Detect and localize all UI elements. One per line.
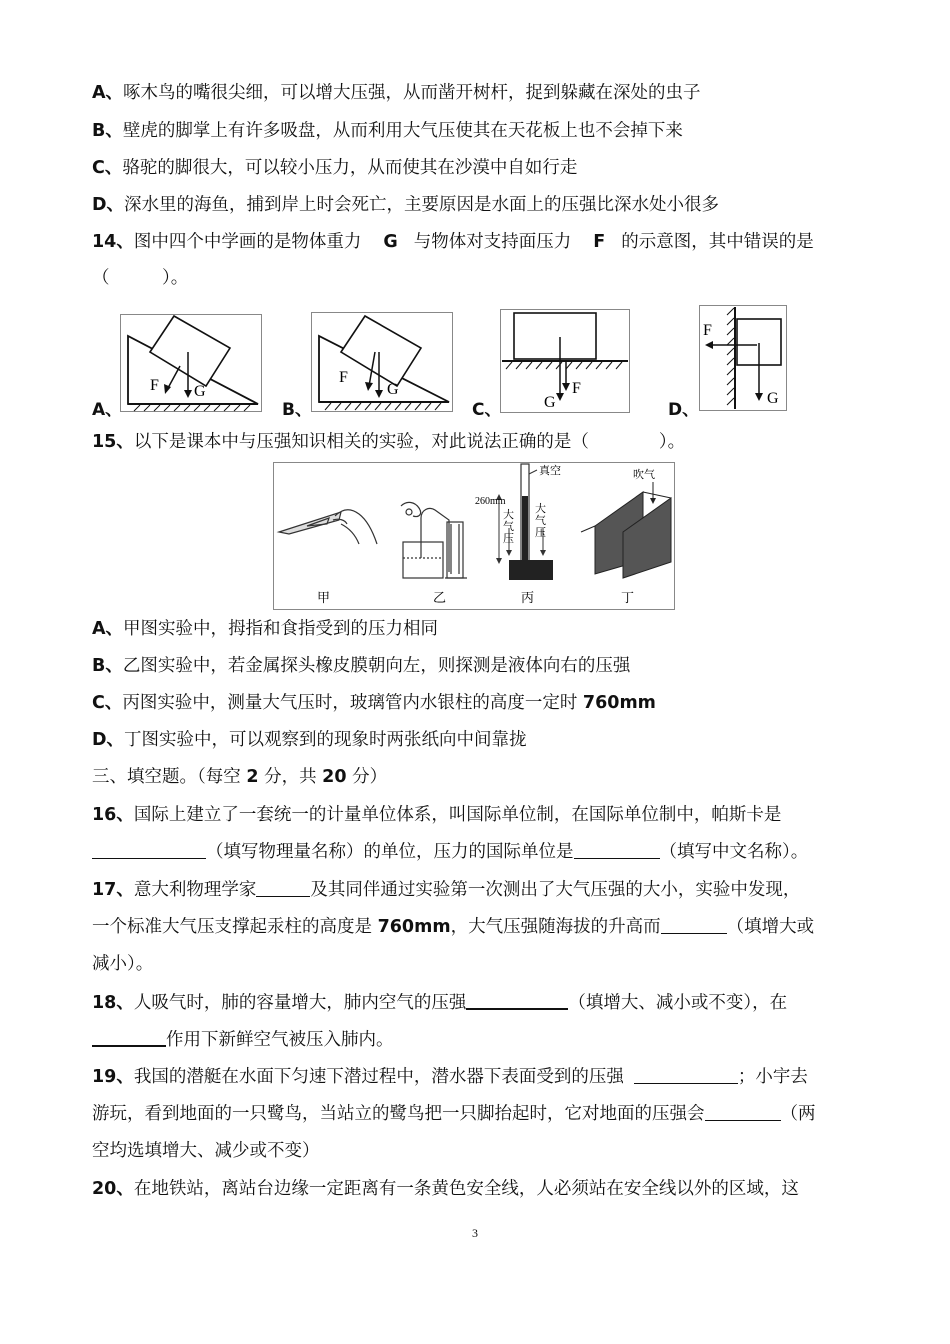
caption-bing: 丙 [521,590,535,605]
option-text: 壁虎的脚掌上有许多吸盘，从而利用大气压使其在天花板上也不会掉下来 [122,121,683,141]
option-label: D、 [92,195,125,215]
stem-text: （填增大、减小或不变），在 [568,993,788,1013]
q17-line2 [92,915,814,939]
stem-text: ；小宇去 [737,1067,808,1087]
q20-line1 [92,1177,799,1201]
force-label-f: F [703,322,712,339]
stem-text: （填写物理量名称）的单位，压力的国际单位是 [206,842,574,862]
answer-blank[interactable] [634,1065,738,1084]
q13-option-b [92,119,683,143]
stem-text: 游玩，看到地面的一只鹭鸟，当站立的鹭鸟把一只脚抬起时，它对地面的压强会 [92,1104,705,1124]
stem-text: （填增大或 [726,917,815,937]
q14-stem-line2: （ ）。 [92,268,189,288]
option-text: 甲图实验中，拇指和食指受到的压力相同 [123,619,439,639]
total-value: 20 [322,767,347,787]
option-label: A、 [92,83,124,103]
answer-blank[interactable] [92,840,206,859]
figure-label-a: A、 [92,400,123,420]
experiment-yi-gauge [401,502,467,578]
q13-option-c [92,156,577,180]
q19-line2 [92,1102,816,1126]
force-label-f: F [572,380,581,397]
question-number: 20、 [92,1179,134,1199]
q15-experiments-figure [273,462,675,610]
figure-c-flat [500,309,630,413]
stem-text: 及其同伴通过实验第一次测出了大气压强的大小，实验中发现， [310,880,801,900]
label-blow: 吹气 [633,469,655,481]
stem-text: （两 [780,1104,816,1124]
q15-option-c [92,691,656,715]
q19-line1 [92,1065,808,1089]
q16-line1 [92,803,781,827]
q13-option-d [92,193,719,217]
figure-d-wall [699,305,787,411]
question-number: 14、 [92,232,134,252]
caption-jia: 甲 [317,590,331,605]
question-number: 17、 [92,880,134,900]
symbol-g: G [383,232,398,252]
bold-value: 760mm [377,917,451,937]
label-atm-r3: 压 [535,527,546,539]
answer-blank[interactable] [466,990,568,1010]
label-atm-l1: 大 [503,509,514,521]
stem-text: 我国的潜艇在水面下匀速下潜过程中，潜水器下表面受到的压强 [133,1067,624,1087]
q18-line1 [92,990,787,1015]
answer-blank[interactable] [661,915,727,934]
label-vacuum: 真空 [539,465,561,477]
stem-text: 作用下新鲜空气被压入肺内。 [166,1030,394,1050]
caption-ding: 丁 [621,590,635,605]
figure-a-incline [120,314,262,412]
q16-line2 [92,840,808,864]
option-text: 深水里的海鱼，捕到岸上时会死亡，主要原因是水面上的压强比深水处小很多 [124,195,720,215]
force-label-f: F [339,369,348,386]
section-title: 三、填空题。（每空 [92,767,241,787]
stem-text: 意大利物理学家 [133,880,257,900]
q15-option-d [92,728,527,752]
answer-blank[interactable] [705,1102,781,1121]
points-value: 2 [246,767,259,787]
section-title: 分，共 [264,767,317,787]
stem-text: 国际上建立了一套统一的计量单位体系，叫国际单位制，在国际单位制中，帕斯卡是 [133,805,782,825]
force-label-g: G [194,383,206,400]
stem-text: 图中四个中学画的是物体重力 [133,232,362,252]
force-label-f: F [150,377,159,394]
section-3-heading [92,765,387,789]
q17-line3: 减小）。 [92,954,154,974]
q15-option-a [92,617,438,641]
option-label: C、 [92,693,123,713]
stem-text: （填写中文名称）。 [659,842,809,862]
label-atm-r1: 大 [535,503,546,515]
figure-label-d: D、 [668,400,700,420]
answer-blank[interactable] [92,1027,166,1047]
symbol-f: F [593,232,606,252]
q14-stem-line1 [92,230,814,254]
option-text: 丁图实验中，可以观察到的现象时两张纸向中间靠拢 [124,730,527,750]
q19-line3: 空均选填增大、减少或不变） [92,1141,320,1161]
q15-stem [92,430,685,454]
question-number: 15、 [92,432,134,452]
stem-text: 一个标准大气压支撑起汞柱的高度是 [92,917,372,937]
stem-text: 的示意图，其中错误的是 [621,232,814,252]
q17-line1 [92,878,800,902]
stem-text: 与物体对支持面压力 [413,232,572,252]
label-atm-r2: 气 [535,515,546,527]
answer-blank[interactable] [574,840,660,859]
caption-yi: 乙 [433,590,447,605]
figure-label-b: B、 [282,400,312,420]
label-atm-l2: 气 [503,521,514,533]
question-number: 16、 [92,805,134,825]
option-text: 乙图实验中，若金属探头橡皮膜朝向左，则探测是液体向右的压强 [122,656,631,676]
label-260mm: 260mm [475,496,506,507]
option-text: 骆驼的脚很大，可以较小压力，从而使其在沙漠中自如行走 [122,158,578,178]
option-text: 丙图实验中，测量大气压时，玻璃管内水银柱的高度一定时 [122,693,578,713]
experiment-ding-papers [581,482,671,578]
option-text: 啄木鸟的嘴很尖细，可以增大压强，从而凿开树杆，捉到躲藏在深处的虫子 [123,83,701,103]
question-number: 19、 [92,1067,134,1087]
stem-text: ，大气压强随海拔的升高而 [450,917,661,937]
option-label: C、 [92,158,123,178]
figure-b-incline [311,312,453,412]
stem-text: 以下是课本中与压强知识相关的实验，对此说法正确的是（ ）。 [133,432,686,452]
figure-label-c: C、 [472,400,502,420]
q13-option-a [92,81,701,105]
option-label: B、 [92,121,123,141]
stem-text: 在地铁站，离站台边缘一定距离有一条黄色安全线，人必须站在安全线以外的区域，这 [133,1179,799,1199]
stem-text: 人吸气时，肺的容量增大，肺内空气的压强 [133,993,467,1013]
question-number: 18、 [92,993,134,1013]
experiment-jia-pencil [279,510,377,544]
option-label: A、 [92,619,124,639]
section-title: 分） [352,767,388,787]
option-label: D、 [92,730,125,750]
force-label-g: G [767,390,779,407]
page-number: 3 [472,1226,478,1240]
force-label-g: G [387,381,399,398]
label-atm-l3: 压 [503,533,514,545]
q18-line2 [92,1027,394,1052]
option-label: B、 [92,656,123,676]
force-label-g: G [544,394,556,411]
q15-option-b [92,654,630,678]
option-bold-value: 760mm [582,693,656,713]
answer-blank[interactable] [256,878,310,897]
